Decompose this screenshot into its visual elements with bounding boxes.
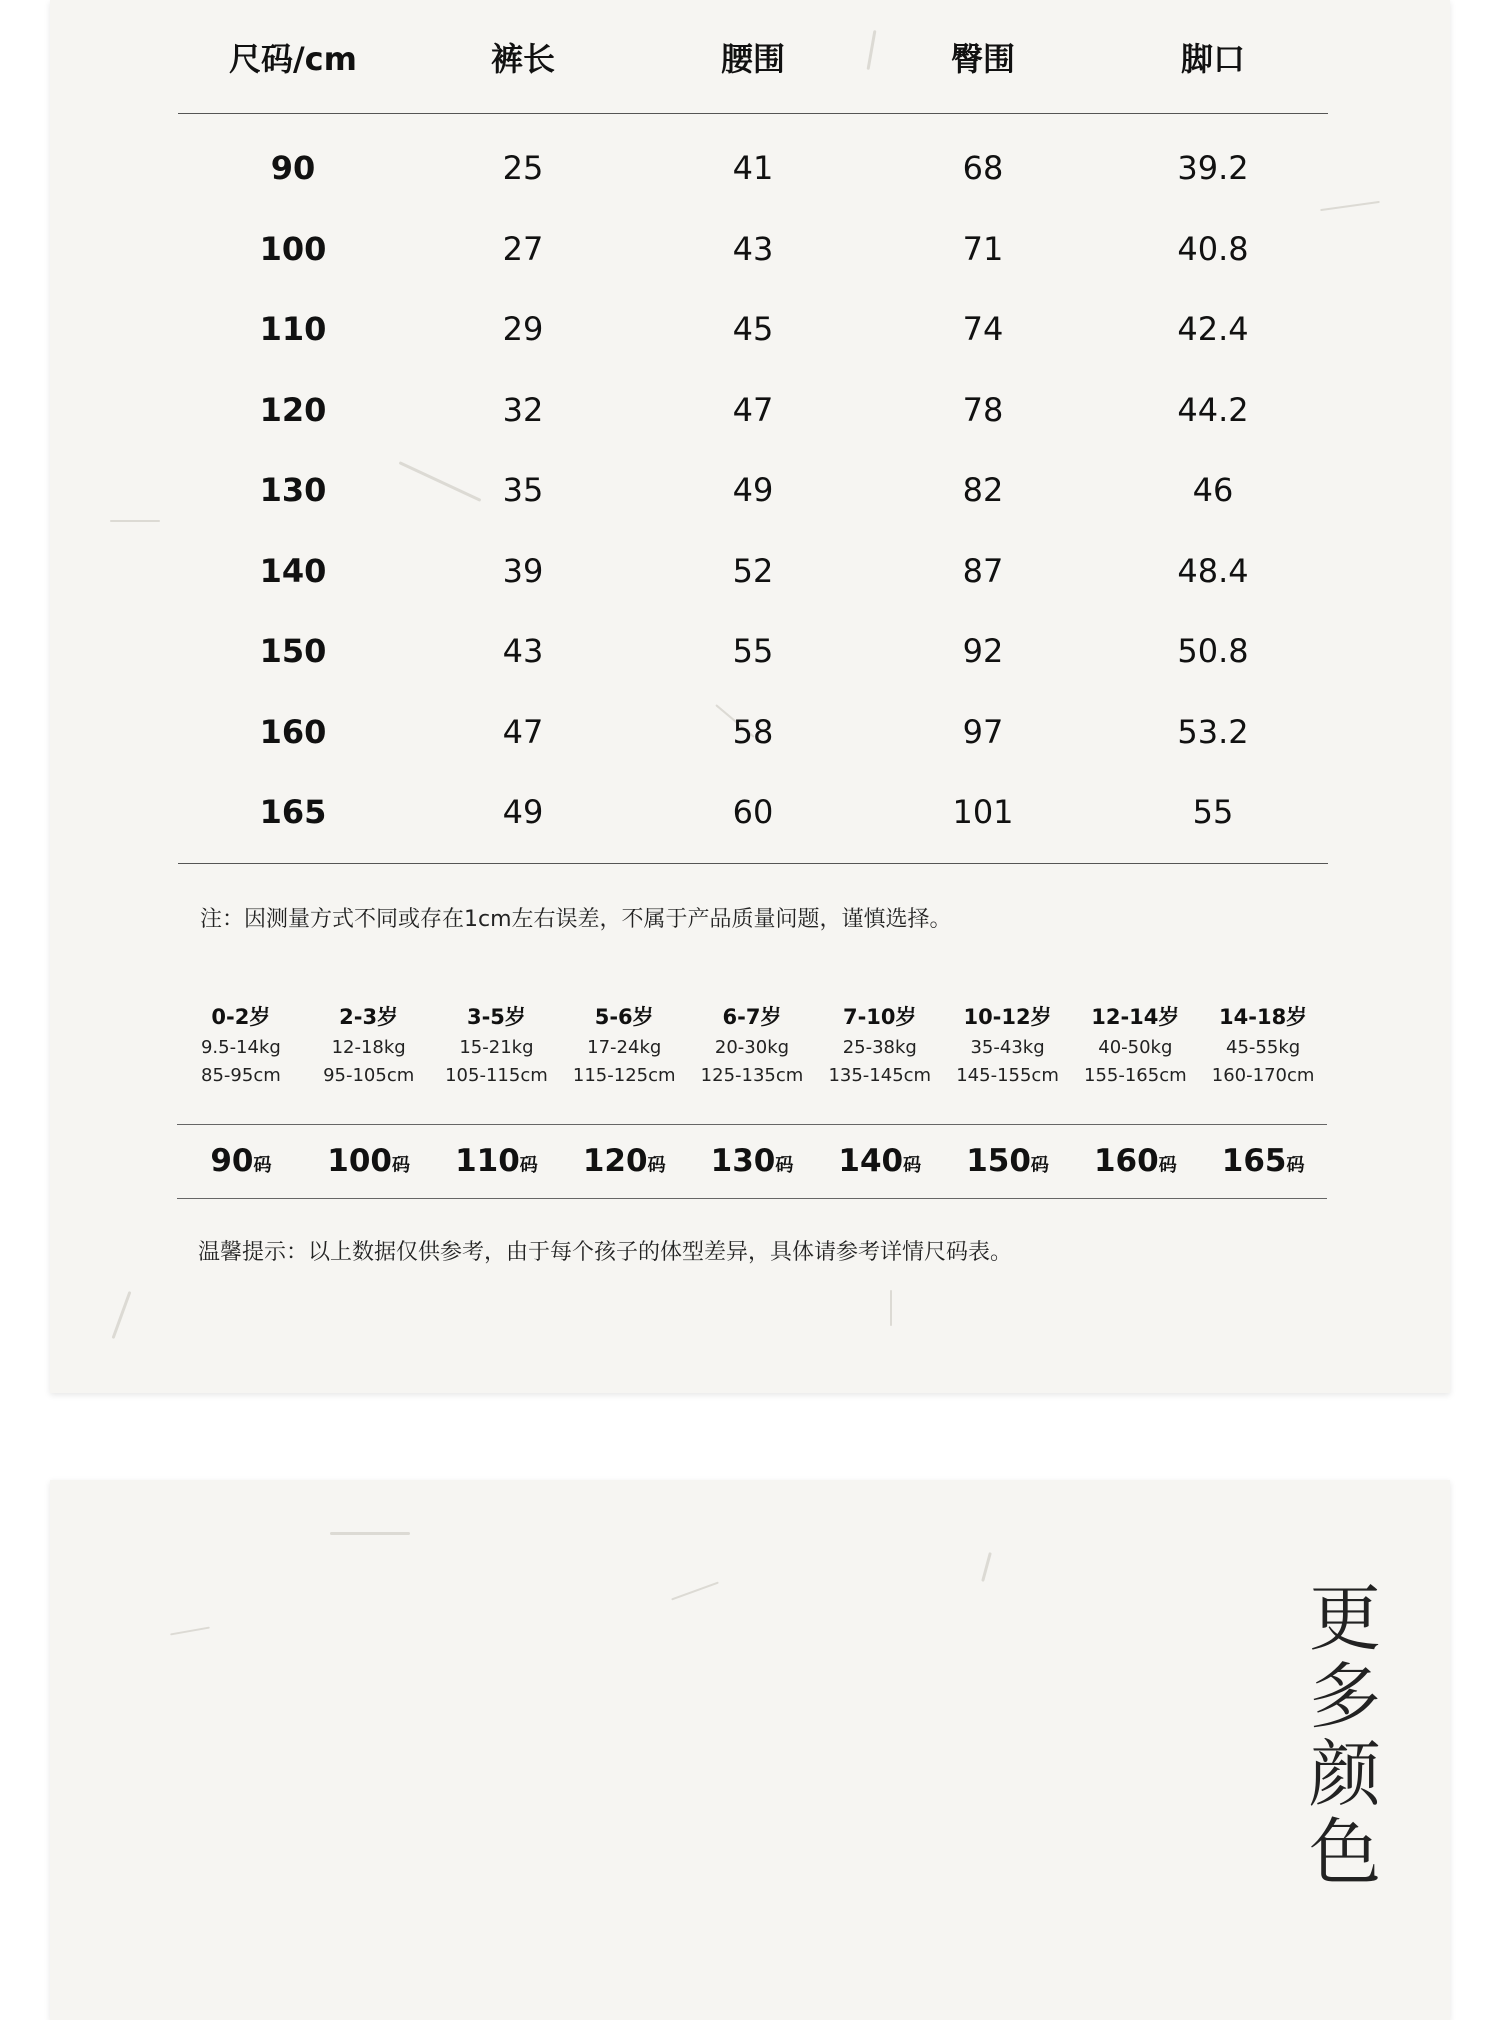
age-label: 7-10岁: [842, 1005, 917, 1029]
age-guide-item: [433, 1000, 561, 1090]
height-range: 125-135cm: [700, 1065, 804, 1086]
table-row: [178, 531, 1328, 612]
size-code-number: 165: [1221, 1143, 1287, 1179]
leg-opening-cell: 39.2: [1177, 149, 1249, 188]
age-guide-item: [1071, 1000, 1199, 1090]
header-waist: 腰围: [638, 0, 868, 114]
age-label: 10-12岁: [963, 1005, 1052, 1029]
age-label: 3-5岁: [466, 1005, 526, 1029]
measurement-note: 注：因测量方式不同或存在1cm左右误差，不属于产品质量问题，谨慎选择。: [200, 907, 952, 932]
weight-range: 40-50kg: [1098, 1037, 1173, 1058]
leg-opening-cell: 40.8: [1177, 229, 1249, 268]
size-code: [1199, 1125, 1327, 1202]
size-code: [1071, 1125, 1199, 1202]
size-code-unit: 码: [519, 1155, 538, 1176]
size-code-unit: 码: [1158, 1155, 1177, 1176]
size-cell: 130: [259, 471, 327, 510]
length-cell: 47: [502, 712, 544, 751]
recommended-size-row: [177, 1125, 1327, 1199]
size-code-number: 110: [455, 1143, 520, 1179]
paper-fiber: [112, 1291, 132, 1339]
age-guide-item: [816, 1000, 944, 1090]
size-code: [944, 1125, 1072, 1202]
size-code-number: 140: [838, 1143, 904, 1179]
waist-cell: 55: [732, 632, 774, 671]
header-hip: 臀围: [868, 0, 1098, 114]
waist-cell: 47: [732, 390, 774, 429]
waist-cell: 60: [638, 772, 868, 863]
length-cell: 43: [502, 632, 544, 671]
size-table-body: [178, 114, 1328, 864]
paper-fiber: [890, 1290, 892, 1326]
size-code-unit: 码: [775, 1155, 794, 1176]
age-label: 6-7岁: [722, 1005, 782, 1029]
hip-cell: 87: [962, 551, 1004, 590]
weight-range: 15-21kg: [459, 1037, 534, 1058]
length-cell: 39: [502, 551, 544, 590]
age-guide-item: [305, 1000, 433, 1090]
size-cell: 110: [259, 310, 327, 349]
size-code: [688, 1125, 816, 1202]
leg-opening-cell: 46: [1192, 471, 1234, 510]
header-pants-length: 裤长: [408, 0, 638, 114]
waist-cell: 49: [732, 471, 774, 510]
table-row: [178, 114, 1328, 209]
table-row: [178, 611, 1328, 692]
table-row: [178, 450, 1328, 531]
size-code: [816, 1125, 944, 1202]
header-leg-opening: 脚口: [1098, 0, 1328, 114]
size-code: [560, 1125, 688, 1202]
table-row: [178, 370, 1328, 451]
size-cell: 160: [259, 712, 327, 751]
height-range: 155-165cm: [1084, 1065, 1187, 1086]
age-label: 2-3岁: [339, 1005, 399, 1029]
weight-range: 25-38kg: [842, 1037, 917, 1058]
size-table: [178, 0, 1328, 864]
size-code-number: 150: [966, 1143, 1031, 1179]
size-cell: 100: [259, 229, 327, 268]
hip-cell: 74: [962, 310, 1004, 349]
table-row: [178, 692, 1328, 773]
hip-cell: 82: [962, 471, 1004, 510]
size-code-unit: 码: [1286, 1155, 1305, 1176]
table-row: [178, 772, 1328, 863]
table-row: [178, 209, 1328, 290]
weight-range: 35-43kg: [970, 1037, 1045, 1058]
age-label: 0-2岁: [211, 1005, 271, 1029]
age-label: 5-6岁: [594, 1005, 654, 1029]
length-cell: 27: [502, 229, 544, 268]
paper-fiber: [1320, 201, 1380, 211]
size-code-number: 160: [1093, 1143, 1159, 1179]
hip-cell: 68: [962, 149, 1004, 188]
height-range: 160-170cm: [1211, 1065, 1315, 1086]
height-range: 85-95cm: [201, 1065, 281, 1086]
waist-cell: 41: [732, 149, 774, 188]
hip-cell: 78: [962, 390, 1004, 429]
weight-range: 45-55kg: [1226, 1037, 1301, 1058]
size-cell: 165: [178, 772, 408, 863]
leg-opening-cell: 53.2: [1177, 712, 1249, 751]
size-cell: 120: [259, 390, 327, 429]
leg-opening-cell: 42.4: [1177, 310, 1249, 349]
leg-opening-cell: 50.8: [1177, 632, 1249, 671]
height-range: 115-125cm: [572, 1065, 676, 1086]
size-code-unit: 码: [903, 1155, 922, 1176]
leg-opening-cell: 48.4: [1177, 551, 1249, 590]
age-guide-grid: [177, 1000, 1327, 1090]
paper-fiber: [330, 1532, 410, 1535]
age-guide-item: [177, 1000, 305, 1090]
paper-fiber: [981, 1552, 992, 1582]
height-range: 135-145cm: [828, 1065, 932, 1086]
size-code-unit: 码: [647, 1155, 666, 1176]
size-code: [305, 1125, 433, 1202]
waist-cell: 52: [732, 551, 774, 590]
length-cell: 35: [502, 471, 544, 510]
hip-cell: 71: [962, 229, 1004, 268]
size-code-unit: 码: [253, 1155, 272, 1176]
size-code: [433, 1125, 561, 1202]
size-code-unit: 码: [392, 1155, 411, 1176]
size-code-unit: 码: [1030, 1155, 1049, 1176]
size-code-number: 100: [327, 1143, 393, 1179]
height-range: 95-105cm: [323, 1065, 415, 1086]
waist-cell: 45: [732, 310, 774, 349]
size-code-number: 90: [210, 1143, 254, 1179]
weight-range: 9.5-14kg: [200, 1037, 281, 1058]
length-cell: 49: [408, 772, 638, 863]
more-colors-card: [50, 1480, 1450, 2020]
age-guide-item: [1199, 1000, 1327, 1090]
size-code: [177, 1125, 305, 1202]
size-code-number: 120: [582, 1143, 648, 1179]
size-chart-card: [50, 0, 1450, 1393]
length-cell: 29: [502, 310, 544, 349]
height-range: 145-155cm: [956, 1065, 1059, 1086]
leg-opening-cell: 55: [1098, 772, 1328, 863]
age-guide-item: [944, 1000, 1072, 1090]
table-row: [178, 289, 1328, 370]
age-label: 14-18岁: [1219, 1005, 1308, 1029]
header-size: 尺码/cm: [178, 0, 408, 114]
leg-opening-cell: 44.2: [1177, 390, 1249, 429]
size-code-number: 130: [710, 1143, 776, 1179]
more-colors-title: 更多颜色: [1297, 1580, 1381, 1892]
paper-fiber: [671, 1582, 719, 1601]
size-cell: 150: [259, 632, 327, 671]
size-cell: 140: [259, 551, 327, 590]
length-cell: 25: [502, 149, 544, 188]
age-guide-item: [560, 1000, 688, 1090]
hip-cell: 97: [962, 712, 1004, 751]
reference-tip: 温馨提示：以上数据仅供参考，由于每个孩子的体型差异，具体请参考详情尺码表。: [198, 1240, 1013, 1265]
weight-range: 12-18kg: [331, 1037, 406, 1058]
height-range: 105-115cm: [445, 1065, 548, 1086]
hip-cell: 92: [962, 632, 1004, 671]
waist-cell: 43: [732, 229, 774, 268]
age-label: 12-14岁: [1091, 1005, 1180, 1029]
paper-fiber: [170, 1627, 210, 1636]
size-table-header-row: [178, 0, 1328, 114]
weight-range: 20-30kg: [714, 1037, 790, 1058]
waist-cell: 58: [732, 712, 774, 751]
hip-cell: 101: [868, 772, 1098, 863]
paper-fiber: [110, 520, 160, 522]
length-cell: 32: [502, 390, 544, 429]
size-cell: 90: [270, 149, 316, 188]
age-guide-item: [688, 1000, 816, 1090]
weight-range: 17-24kg: [587, 1037, 662, 1058]
